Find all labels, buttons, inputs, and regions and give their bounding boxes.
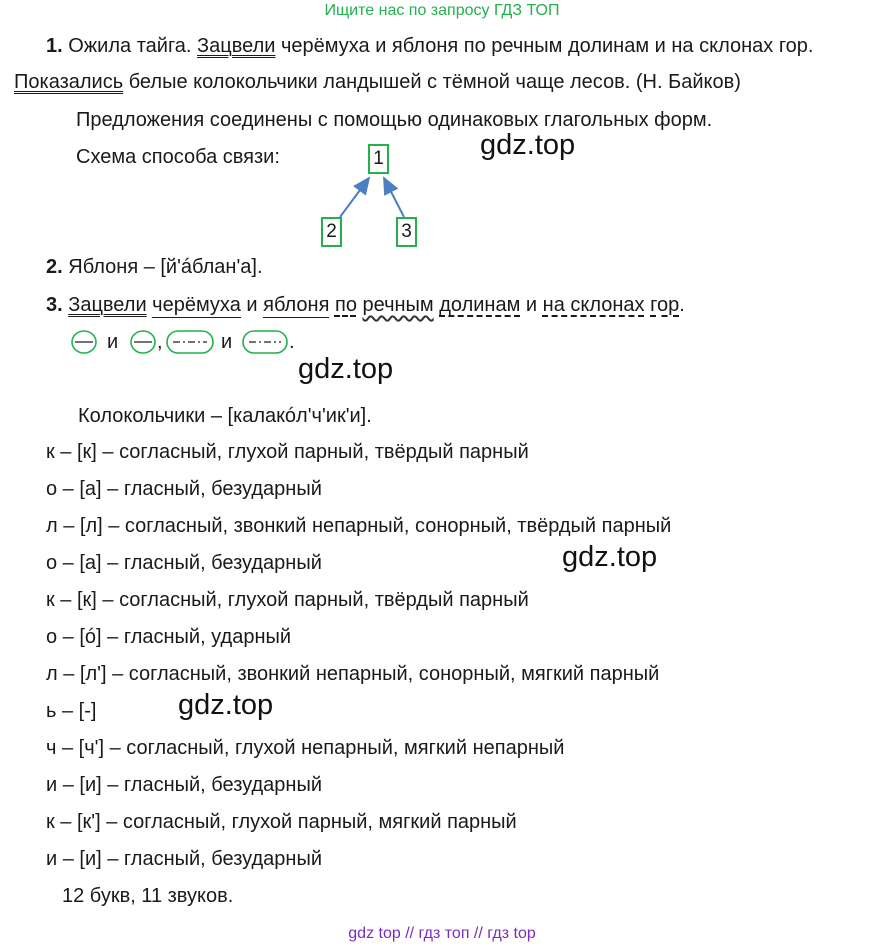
phonetic-row: о – [а] – гласный, безударный [46,552,322,574]
task3-w4: яблоня [263,294,330,316]
phonetic-summary: 12 букв, 11 звуков. [62,885,234,907]
task3-sentence [46,293,685,317]
header-note: Ищите нас по запросу ГДЗ ТОП [324,2,560,19]
phonetic-row: к – [к'] – согласный, глухой парный, мягкий парный [46,811,517,833]
phonetic-row: и – [и] – гласный, безударный [46,774,322,796]
footer-note: gdz top // гдз топ // гдз top [348,925,536,942]
task1-predicate-zacveli: Зацвели [197,35,276,57]
scheme-comma: , [157,331,163,353]
task1-number: 1. [46,35,63,57]
phonetic-row: и – [и] – гласный, безударный [46,848,322,870]
task3-w5: по [334,294,357,316]
watermark: gdz.top [480,129,576,161]
scheme-dot: . [289,331,295,353]
scheme-oval-4 [240,328,290,358]
task1-note: Предложения соединены с помощью одинаковых глагольных форм. [76,109,713,131]
arrow-3-to-1 [384,178,404,217]
phonetic-row: л – [л] – согласный, звонкий непарный, сонорный, твёрдый парный [46,515,672,537]
phonetic-row: к – [к] – согласный, глухой парный, твёрдый парный [46,441,529,463]
scheme-oval-2 [131,331,155,353]
scheme-and-2: и [221,331,233,353]
scheme-and-1: и [107,331,119,353]
task3-w8: и [525,294,538,316]
scheme-label: Схема способа связи: [76,146,280,168]
task3-w11: . [679,294,685,316]
task3-w2: черёмуха [152,294,241,316]
task3-w7: долинам [439,294,521,316]
phonetic-row: л – [л'] – согласный, звонкий непарный, сонорный, мягкий парный [46,663,660,685]
task3-w6: речным [362,294,434,316]
phonetic-row: ч – [ч'] – согласный, глухой непарный, мягкий непарный [46,737,565,759]
task3-w9: на склонах [542,294,645,316]
task2-text: Яблоня – [й'áблан'а]. [68,256,263,278]
phonetic-row: ь – [-] [46,700,97,722]
task3-scheme [70,328,233,358]
phonetic-title: Колокольчики – [калакóл'ч'ик'и]. [78,405,372,427]
watermark: gdz.top [298,353,394,385]
scheme-box-2: 2 [321,217,342,247]
task1-s2b: белые колокольчики ландышей с тёмной чаще лесов. (Н. Байков) [128,71,741,93]
phonetic-row: к – [к] – согласный, глухой парный, твёрдый парный [46,589,529,611]
task3-number: 3. [46,294,63,316]
scheme-box-1: 1 [368,144,389,174]
task2-number: 2. [46,256,63,278]
watermark: gdz.top [178,689,274,721]
task1-predicate-pokazalis: Показались [14,71,124,93]
task3-w10: гор [650,294,680,316]
scheme-box-3: 3 [396,217,417,247]
scheme-oval-1 [72,331,96,353]
task3-w1: Зацвели [68,294,147,316]
task2 [46,255,263,279]
phonetic-row: о – [ó] – гласный, ударный [46,626,292,648]
scheme-oval-3 [167,331,213,353]
arrow-2-to-1 [340,178,369,217]
task3-w3: и [246,294,258,316]
watermark: gdz.top [562,541,658,573]
task1-s1a: Ожила тайга. [68,35,192,57]
phonetic-row: о – [а] – гласный, безударный [46,478,322,500]
task1-s1c: черёмуха и яблоня по речным долинам и на склонах гор. [280,35,814,57]
